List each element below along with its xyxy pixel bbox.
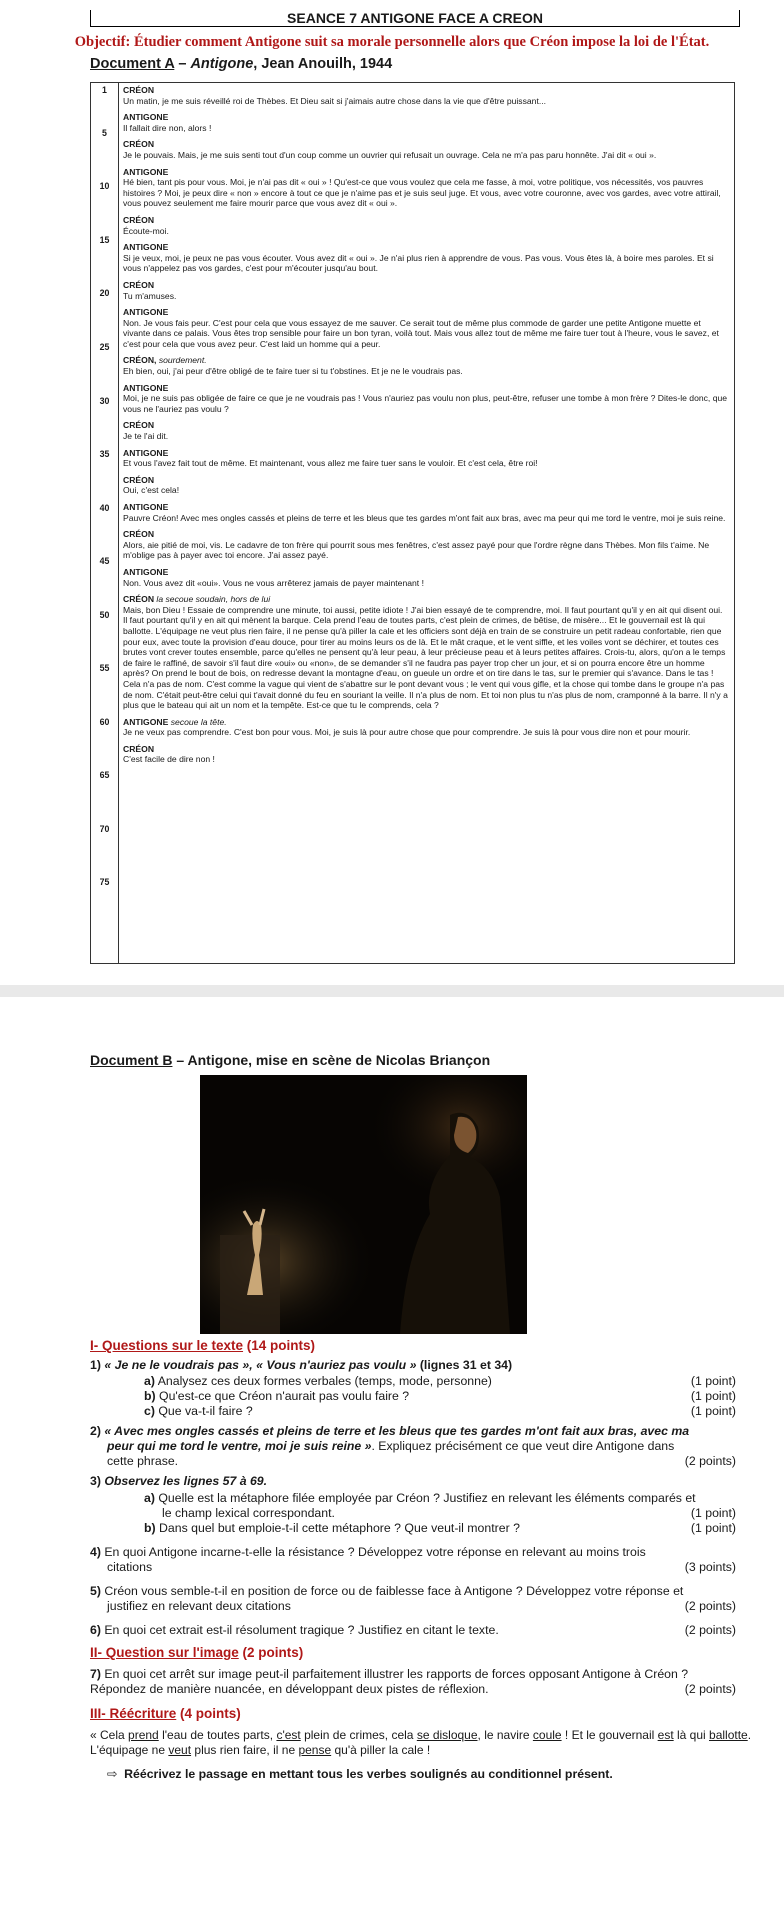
q1c-text: Que va-t-il faire ? xyxy=(158,1404,253,1418)
q3b-points: (1 point) xyxy=(690,1521,736,1535)
question-5 xyxy=(90,1584,683,1599)
q6-number: 6) xyxy=(90,1623,101,1637)
line-number: 1 xyxy=(102,85,107,95)
speaker-label: ANTIGONE xyxy=(123,307,169,318)
speaker-label: CRÉON xyxy=(123,214,155,225)
question-5-line-2: justifiez en relevant deux citations xyxy=(107,1599,291,1613)
speaker-label: CRÉON xyxy=(123,743,155,754)
question-3a xyxy=(144,1491,696,1506)
document-b-title xyxy=(90,1052,490,1068)
stage-direction: secoue la tête. xyxy=(168,716,227,727)
dialogue-reply: Écoute-moi. xyxy=(123,225,169,236)
q1b-label: b) xyxy=(144,1389,156,1403)
speaker-label: CRÉON xyxy=(123,139,155,150)
stage-direction: sourdement. xyxy=(156,355,207,366)
line-number: 15 xyxy=(99,234,110,245)
document-a-title xyxy=(90,56,392,72)
q2-quote-line-1: « Avec mes ongles cassés et pleins de terre et les bleus que tes gardes m'ont fait aux bras, avec ma xyxy=(104,1424,690,1438)
q1b-points: (1 point) xyxy=(690,1389,736,1403)
question-7-line-2: Répondez de manière nuancée, en développant deux pistes de réflexion. xyxy=(90,1682,489,1696)
q1-number: 1) xyxy=(90,1358,101,1372)
speaker-name xyxy=(123,280,728,291)
speaker-name xyxy=(123,744,728,755)
underlined-verb: prend xyxy=(128,1728,159,1742)
speaker-name xyxy=(123,448,728,459)
speaker-label: CRÉON xyxy=(123,279,155,290)
speaker-name xyxy=(123,383,728,394)
q1b-text: Qu'est-ce que Créon n'aurait pas voulu faire ? xyxy=(159,1389,410,1403)
underlined-verb: est xyxy=(657,1728,674,1742)
question-1b xyxy=(144,1389,409,1404)
q1a-text: Analysez ces deux formes verbales (temps, mode, personne) xyxy=(157,1374,492,1388)
underlined-verb: pense xyxy=(298,1743,332,1757)
underlined-verb: se disloque xyxy=(416,1728,478,1742)
dialogue-reply: Si je veux, moi, je peux ne pas vous écouter. Vous avez dit « oui ». Je n'ai plus rien à apprendre de vous. Pas vous. Vous êtes là, à boire mes paroles. Et si vous n'appelez pas vos gardes, c'est pour m'écouter jusqu'au bout. xyxy=(123,252,714,274)
section-1-title xyxy=(90,1338,315,1353)
passage-text: là qui xyxy=(673,1728,710,1742)
line-number: 25 xyxy=(99,341,110,352)
speaker-label: CRÉON xyxy=(123,85,155,95)
question-4 xyxy=(90,1545,646,1560)
speaker-label: CRÉON, xyxy=(123,355,157,366)
speaker-name xyxy=(123,355,728,366)
session-title: SEANCE 7 ANTIGONE FACE A CREON xyxy=(90,10,740,27)
dialogue-text xyxy=(119,85,732,963)
q2-rest-line-2: . Expliquez précisément ce que veut dire Antigone dans xyxy=(371,1439,675,1453)
speaker-label: CRÉON xyxy=(123,594,155,605)
section-2-points: (2 points) xyxy=(238,1645,304,1660)
section-1-heading: I- Questions sur le texte xyxy=(90,1338,244,1353)
dialogue-reply: Non. Vous avez dit «oui». Vous ne vous arrêterez jamais de payer maintenant ! xyxy=(123,577,424,588)
question-1a xyxy=(144,1374,492,1389)
line-number: 65 xyxy=(99,770,110,781)
q3b-label: b) xyxy=(144,1521,156,1535)
q4-points: (3 points) xyxy=(684,1560,736,1574)
q5-number: 5) xyxy=(90,1584,101,1598)
document-a-sep: – xyxy=(174,56,191,72)
dialogue-reply: Et vous l'avez fait tout de même. Et maintenant, vous allez me faire tuer sans le vouloir. Et c'est cela, être roi! xyxy=(123,458,538,469)
arrow-icon: ⇨ xyxy=(107,1767,118,1781)
q3-text: Observez les lignes 57 à 69. xyxy=(104,1474,268,1488)
line-number: 60 xyxy=(99,716,110,727)
speaker-name xyxy=(123,85,728,96)
question-3 xyxy=(90,1474,267,1489)
q3a-line-1: Quelle est la métaphore filée employée par Créon ? Justifiez en relevant les éléments comparés et xyxy=(158,1491,696,1505)
speaker-name xyxy=(123,112,728,123)
dialogue-reply: Moi, je ne suis pas obligée de faire ce que je ne voudrais pas ! Vous n'auriez pas voulu non plus, peut-être, refuser une tombe à mon frère ? Dites-le donc, que vous ne l'auriez pas voulu ? xyxy=(123,393,728,414)
speaker-label: ANTIGONE xyxy=(123,242,169,253)
speaker-label: ANTIGONE xyxy=(123,447,169,458)
q3b-text: Dans quel but emploie-t-il cette métaphore ? Que veut-il montrer ? xyxy=(159,1521,520,1535)
q3a-points: (1 point) xyxy=(690,1506,736,1520)
speaker-label: ANTIGONE xyxy=(123,166,169,177)
q1a-label: a) xyxy=(144,1374,155,1388)
question-2 xyxy=(90,1424,689,1439)
speaker-name xyxy=(123,215,728,226)
document-a-author: , Jean Anouilh, 1944 xyxy=(253,56,393,72)
dialogue-reply: Hé bien, tant pis pour vous. Moi, je n'ai pas dit « oui » ! Qu'est-ce que vous voulez que cela me fasse, à moi, votre politique, vos nécessités, vos pauvres histoires ? Moi, je peux dire « non » encore à tout ce que je n'aime pas et je suis seul juge. Et vous, avec votre couronne, avec vos gardes, avec votre attirail, vous pouvez seulement me faire mourir parce que vous avez dit « oui ». xyxy=(123,177,721,209)
line-number-column xyxy=(91,83,119,963)
question-3a-line-2: le champ lexical correspondant. xyxy=(162,1506,335,1520)
dialogue-reply: Je le pouvais. Mais, je me suis senti tout d'un coup comme un ouvrier qui refusait un ouvrage. Cela ne m'a pas paru honnête. J'ai dit « oui ». xyxy=(123,149,657,160)
q1a-points: (1 point) xyxy=(690,1374,736,1388)
dialogue-reply: Un matin, je me suis réveillé roi de Thèbes. Et Dieu sait si j'aimais autre chose dans la vie que d'être puissant... xyxy=(123,95,546,106)
passage-text: , le navire xyxy=(477,1728,533,1742)
line-number: 20 xyxy=(99,288,110,299)
q1c-label: c) xyxy=(144,1404,155,1418)
q1-quote: « Je ne le voudrais pas », « Vous n'auriez pas voulu » xyxy=(104,1358,417,1372)
line-number: 10 xyxy=(99,181,110,192)
line-number: 45 xyxy=(99,556,110,567)
speaker-name xyxy=(123,567,728,578)
speaker-name xyxy=(123,420,728,431)
speaker-label: ANTIGONE xyxy=(123,382,169,393)
q6-points: (2 points) xyxy=(684,1623,736,1637)
underlined-verb: ballotte xyxy=(709,1728,748,1742)
q7-line-1: En quoi cet arrêt sur image peut-il parfaitement illustrer les rapports de forces opposant Antigone à Créon ? xyxy=(104,1667,689,1681)
dialogue-reply: Mais, bon Dieu ! Essaie de comprendre une minute, toi aussi, petite idiote ! J'ai bien essayé de te comprendre, moi. Il faut pourtant qu'il y en ait qui disent oui. Il faut pourtant qu'il y en ait qui mènent la barque. Cela prend l'eau de toutes parts, c'est plein de crimes, de bêtise, de misère... Et le gouvernail est là qui ballotte. L'équipage ne veut plus rien faire, il ne pense qu'à piller la cale et les officiers sont déjà en train de se construire un petit radeau confortable, rien que pour eux, avec toute la provision d'eau douce, pour tirer au moins leurs os de là. Et le mât craque, et le vent siffle, et les voiles vont se déchirer, et toutes ces brutes vont crever toutes ensemble, parce qu'elles ne pensent qu'à leur peau, à leur précieuse peau et à leurs petites affaires. Crois-tu, alors, qu'on a le temps de faire le raffiné, de savoir s'il faut dire «oui» ou «non», de se demander s'il ne faudra pas payer trop cher un jour, et si on pourra encore être un homme après? On prend le bout de bois, on redresse devant la montagne d'eau, on gueule un ordre et on tire dans le tas, sur le premier qui s'avance. Dans le tas ! Cela n'a pas de nom. C'est comme la vague qui vient de s'abattre sur le pont devant vous ; le vent qui vous gifle, et la chose qui tombe dans le groupe n'a pas de nom. C'était peut-être celui qui t'avait donné du feu en souriant la veille. Il n'a plus de nom. Et toi non plus tu n'as plus de nom, cramponné à la barre. Il n'y a plus que le bateau qui ait un nom et la tempête. Est-ce que tu le comprends, cela ? xyxy=(123,604,728,711)
speaker-name xyxy=(123,475,728,486)
stage-direction: la secoue soudain, hors de lui xyxy=(154,594,271,605)
speaker-label: ANTIGONE xyxy=(123,502,169,512)
dialogue-reply: Pauvre Créon! Avec mes ongles cassés et pleins de terre et les bleus que tes gardes m'ont fait aux bras, avec ma peur qui me tord le ventre, moi je suis reine. xyxy=(123,512,726,523)
speaker-label: CRÉON xyxy=(123,474,155,485)
speaker-name xyxy=(123,167,728,178)
dialogue-reply: Oui, c'est cela! xyxy=(123,485,180,496)
question-4-line-2: citations xyxy=(107,1560,153,1574)
line-number: 55 xyxy=(99,663,110,674)
speaker-label: CRÉON xyxy=(123,420,155,431)
speaker-label: ANTIGONE xyxy=(123,716,169,727)
question-6 xyxy=(90,1623,499,1638)
document-b-label: Document B xyxy=(90,1052,173,1068)
q2-number: 2) xyxy=(90,1424,101,1438)
q3a-label: a) xyxy=(144,1491,155,1505)
q4-line-1: En quoi Antigone incarne-t-elle la résistance ? Développez votre réponse en relevant au moins trois xyxy=(104,1545,646,1559)
question-7 xyxy=(90,1667,688,1682)
section-3-heading: III- Réécriture xyxy=(90,1706,177,1721)
question-3b xyxy=(144,1521,520,1536)
line-number: 30 xyxy=(99,395,110,406)
dialogue-reply: Je te l'ai dit. xyxy=(123,431,169,442)
q5-line-1: Créon vous semble-t-il en position de force ou de faiblesse face à Antigone ? Développez votre réponse et xyxy=(104,1584,684,1598)
rewrite-instruction xyxy=(107,1767,613,1782)
question-2-line-2 xyxy=(107,1439,674,1454)
question-1 xyxy=(90,1358,512,1373)
dialogue-reply: Je ne veux pas comprendre. C'est bon pour vous. Moi, je suis là pour autre chose que pour comprendre. Je suis là pour vous dire non et pour mourir. xyxy=(123,727,691,738)
q2-quote-line-2: peur qui me tord le ventre, moi je suis reine » xyxy=(107,1439,372,1453)
rewrite-passage-line-2 xyxy=(90,1743,430,1758)
speaker-name xyxy=(123,307,728,318)
speaker-label: ANTIGONE xyxy=(123,566,169,577)
section-3-points: (4 points) xyxy=(176,1706,241,1721)
underlined-verb: coule xyxy=(532,1728,562,1742)
speaker-name xyxy=(123,529,728,540)
speaker-label: ANTIGONE xyxy=(123,112,169,123)
passage-text: l'eau de toutes parts, xyxy=(158,1728,277,1742)
q2-points: (2 points) xyxy=(684,1454,736,1468)
underlined-verb: c'est xyxy=(276,1728,301,1742)
question-1c xyxy=(144,1404,253,1419)
passage-text: plein de crimes, cela xyxy=(300,1728,417,1742)
q3-number: 3) xyxy=(90,1474,101,1488)
document-b-caption: – Antigone, mise en scène de Nicolas Briançon xyxy=(172,1052,491,1068)
question-2-line-3: cette phrase. xyxy=(107,1454,179,1468)
section-3-title xyxy=(90,1706,241,1721)
dialogue-reply: C'est facile de dire non ! xyxy=(123,754,215,765)
stage-photo xyxy=(200,1075,527,1334)
q7-points: (2 points) xyxy=(684,1682,736,1696)
q5-points: (2 points) xyxy=(684,1599,736,1613)
text-frame xyxy=(90,82,735,964)
section-2-heading: II- Question sur l'image xyxy=(90,1645,239,1660)
passage-text: L'équipage ne xyxy=(90,1743,169,1757)
underlined-verb: veut xyxy=(168,1743,192,1757)
passage-text: ! Et le gouvernail xyxy=(561,1728,658,1742)
q7-number: 7) xyxy=(90,1667,101,1681)
speaker-name xyxy=(123,717,728,728)
line-number: 50 xyxy=(99,609,110,620)
q1-ref: (lignes 31 et 34) xyxy=(416,1358,513,1372)
line-number: 5 xyxy=(102,127,107,138)
line-number: 40 xyxy=(99,502,110,513)
objective: Objectif: Étudier comment Antigone suit sa morale personnelle alors que Créon impose la loi de l'État. xyxy=(74,34,710,50)
stage-photo-image xyxy=(200,1075,527,1334)
speaker-name xyxy=(123,594,728,605)
passage-text: « Cela xyxy=(90,1728,129,1742)
dialogue-reply: Eh bien, oui, j'ai peur d'être obligé de te faire tuer si tu t'obstines. Et je ne le voudrais pas. xyxy=(123,366,463,377)
dialogue-reply: Il fallait dire non, alors ! xyxy=(123,122,212,133)
line-number: 70 xyxy=(99,823,110,834)
dialogue-reply: Alors, aie pitié de moi, vis. Le cadavre de ton frère qui pourrit sous mes fenêtres, c'est assez payé pour que l'ordre règne dans Thèbes. Mon fils t'aime. Ne m'oblige pas à payer avec toi encore. J'ai assez payé. xyxy=(123,539,710,561)
rewrite-passage-line-1 xyxy=(90,1728,751,1743)
passage-text: plus rien faire, il ne xyxy=(191,1743,299,1757)
speaker-name xyxy=(123,139,728,150)
speaker-label: CRÉON xyxy=(123,529,155,540)
passage-text: qu'à piller la cale ! xyxy=(331,1743,431,1757)
q1c-points: (1 point) xyxy=(690,1404,736,1418)
document-a-label: Document A xyxy=(90,56,175,72)
line-number: 75 xyxy=(99,877,110,888)
line-number: 35 xyxy=(99,449,110,460)
instruction-text: Réécrivez le passage en mettant tous les verbes soulignés au conditionnel présent. xyxy=(124,1767,613,1781)
speaker-name xyxy=(123,242,728,253)
dialogue-reply: Non. Je vous fais peur. C'est pour cela que vous essayez de me sauver. Ce serait tout de même plus commode de garder une petite Antigone muette et vivante dans ce palais. Vous êtes trop sensible pour faire un bon tyran, voilà tout. Mais vous allez tout de même me faire tuer tout à l'heure, vous le savez, et c'est pour cela que vous avez peur. C'est laid un homme qui a peur. xyxy=(123,317,719,349)
dialogue-reply: Tu m'amuses. xyxy=(123,290,177,301)
passage-text: . xyxy=(747,1728,752,1742)
document-a-work: Antigone xyxy=(190,56,254,72)
q6-text: En quoi cet extrait est-il résolument tragique ? Justifiez en citant le texte. xyxy=(104,1623,499,1637)
q4-number: 4) xyxy=(90,1545,101,1559)
section-1-points: (14 points) xyxy=(243,1338,316,1353)
section-2-title xyxy=(90,1645,303,1660)
speaker-name xyxy=(123,502,728,513)
